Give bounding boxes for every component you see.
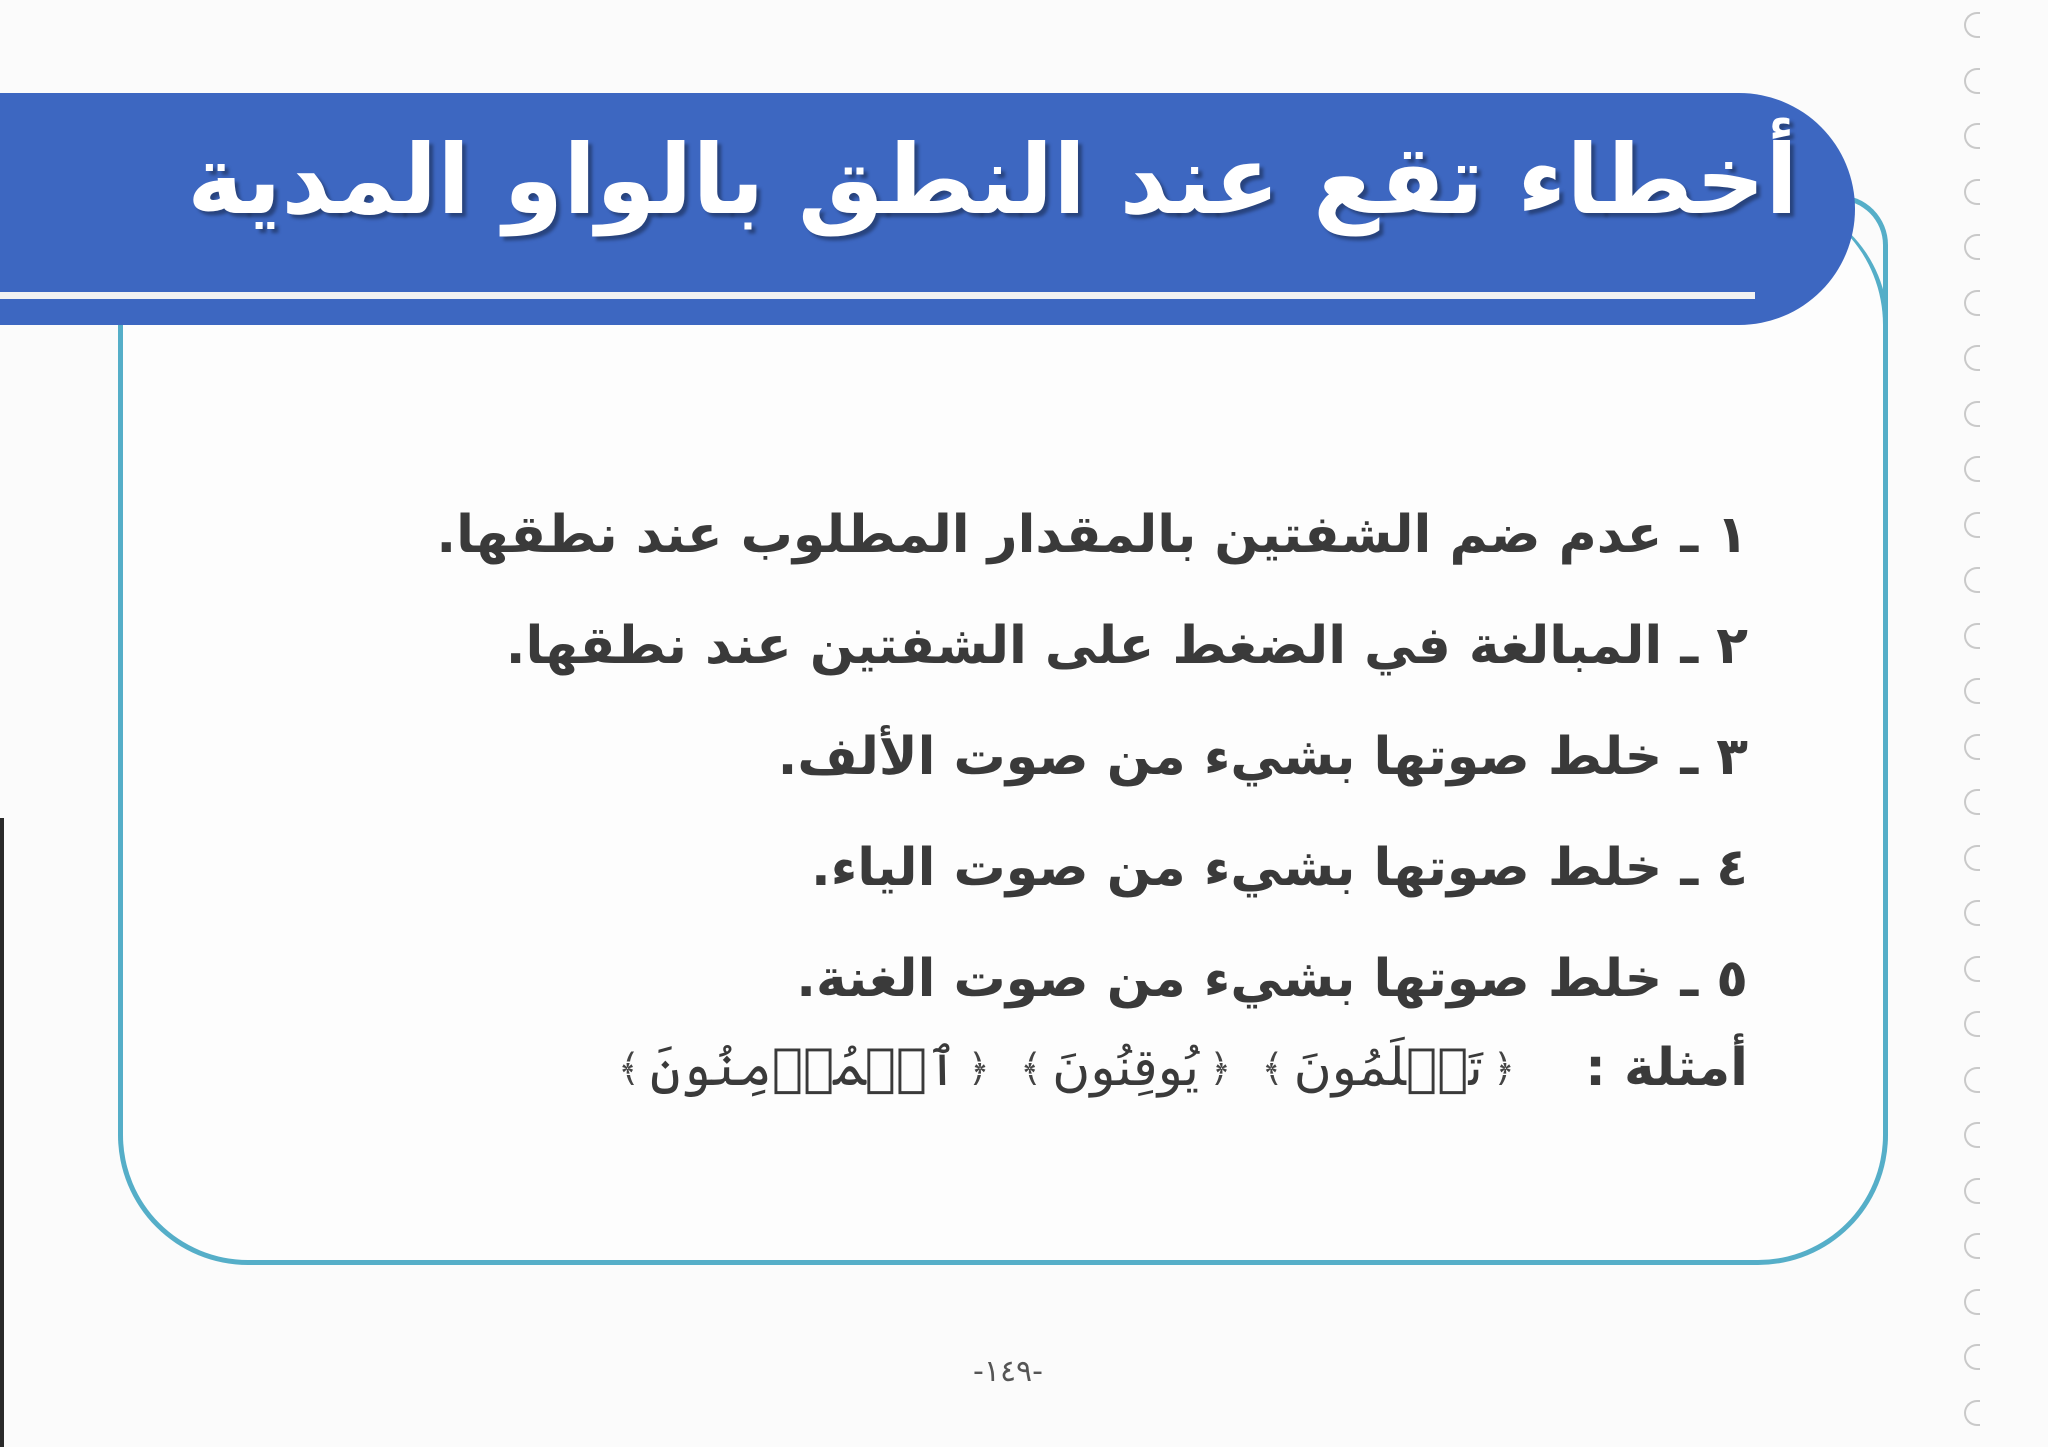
- title-underline: [0, 292, 1755, 299]
- binding-hole: [1964, 900, 1980, 926]
- binding-hole: [1964, 1067, 1980, 1093]
- binding-hole: [1964, 678, 1980, 704]
- list-item: ٢ ـ المبالغة في الضغط على الشفتين عند نطقها.: [505, 616, 1748, 676]
- binding-hole: [1964, 456, 1980, 482]
- examples-label: أمثلة :: [1585, 1038, 1748, 1098]
- examples-row: [618, 1038, 1748, 1098]
- binding-hole: [1964, 123, 1980, 149]
- ornament-close-icon: ﴾: [617, 1046, 640, 1090]
- page-number: -١٤٩-: [973, 1354, 1043, 1389]
- binding-hole: [1964, 68, 1980, 94]
- binding-hole: [1964, 623, 1980, 649]
- binding-hole: [1964, 1178, 1980, 1204]
- binding-hole: [1964, 734, 1980, 760]
- list-item: ١ ـ عدم ضم الشفتين بالمقدار المطلوب عند نطقها.: [436, 505, 1748, 565]
- example-word-text: تَعۡلَمُونَ: [1293, 1038, 1483, 1098]
- ornament-open-icon: ﴿: [1492, 1046, 1516, 1090]
- spiral-binding: [1958, 0, 1998, 1447]
- binding-hole: [1964, 290, 1980, 316]
- example-word: [618, 1038, 990, 1098]
- list-item: ٣ ـ خلط صوتها بشيء من صوت الألف.: [777, 727, 1748, 787]
- example-word: [1261, 1038, 1515, 1098]
- list-item: ٥ ـ خلط صوتها بشيء من صوت الغنة.: [796, 949, 1748, 1009]
- binding-hole: [1964, 1011, 1980, 1037]
- example-word: [1020, 1038, 1231, 1098]
- example-word-text: يُوقِنُونَ: [1052, 1038, 1200, 1098]
- binding-hole: [1964, 179, 1980, 205]
- page-title: أخطاء تقع عند النطق بالواو المدية: [187, 124, 1798, 236]
- binding-hole: [1964, 789, 1980, 815]
- binding-hole: [1964, 12, 1980, 38]
- errors-list: [348, 480, 1748, 1035]
- ornament-close-icon: ﴾: [1019, 1046, 1043, 1090]
- scan-edge-line: [0, 818, 4, 1447]
- binding-hole: [1964, 567, 1980, 593]
- binding-hole: [1964, 845, 1980, 871]
- binding-hole: [1964, 401, 1980, 427]
- binding-hole: [1964, 1344, 1980, 1370]
- binding-hole: [1964, 1122, 1980, 1148]
- binding-hole: [1964, 1233, 1980, 1259]
- binding-hole: [1964, 956, 1980, 982]
- binding-hole: [1964, 1289, 1980, 1315]
- binding-hole: [1964, 1400, 1980, 1426]
- ornament-open-icon: ﴿: [1209, 1046, 1232, 1090]
- ornament-open-icon: ﴿: [967, 1046, 990, 1090]
- example-word-text: ٱلۡمُؤۡمِنُونَ: [649, 1038, 958, 1098]
- ornament-close-icon: ﴾: [1261, 1046, 1284, 1090]
- binding-hole: [1964, 234, 1980, 260]
- list-item: ٤ ـ خلط صوتها بشيء من صوت الياء.: [810, 838, 1748, 898]
- binding-hole: [1964, 345, 1980, 371]
- binding-hole: [1964, 512, 1980, 538]
